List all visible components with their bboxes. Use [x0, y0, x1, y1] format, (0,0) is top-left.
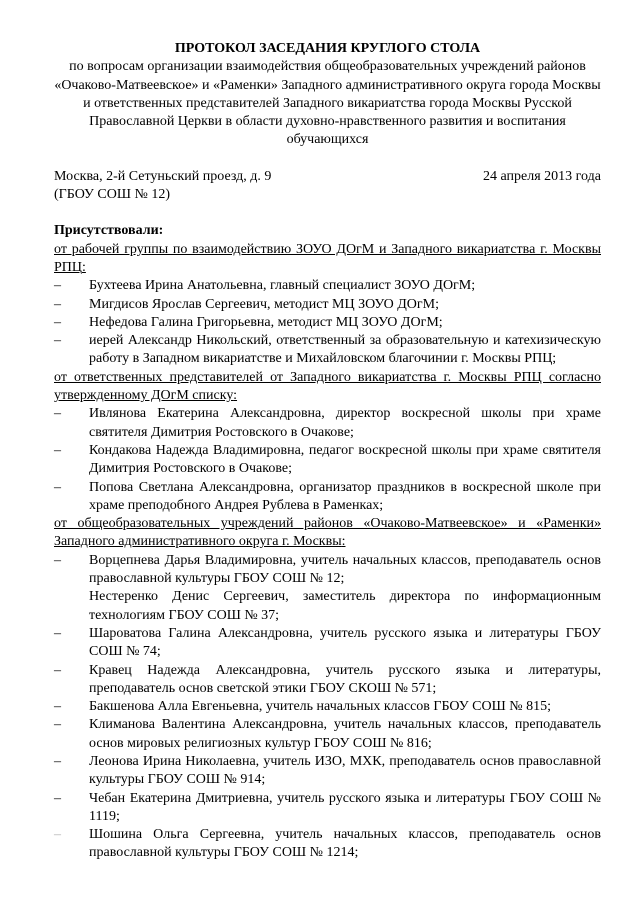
member-list [54, 277, 601, 368]
member-text: Ивлянова Екатерина Александровна, директор воскресной школы при храме святителя Димитрия Ростовского в Очакове; [89, 406, 601, 440]
list-item [54, 332, 601, 369]
list-item [54, 479, 601, 516]
meta-row [54, 168, 601, 186]
list-item [54, 314, 601, 332]
group-label: от рабочей группы по взаимодействию ЗОУО ДОгМ и Западного викариатства г. Москвы РПЦ: [54, 241, 601, 275]
present-heading: Присутствовали: [54, 223, 164, 239]
dash-marker: – [54, 442, 61, 458]
meeting-address: Москва, 2-й Сетуньский проезд, д. 9 [54, 168, 272, 184]
dash-marker: – [54, 827, 61, 843]
meeting-school: (ГБОУ СОШ № 12) [54, 187, 171, 203]
list-item [54, 552, 601, 589]
list-item [54, 442, 601, 479]
member-text: Бухтеева Ирина Анатольевна, главный специалист ЗОУО ДОгМ; [89, 278, 476, 294]
member-list [54, 405, 601, 515]
list-item [54, 698, 601, 716]
list-item [54, 826, 601, 863]
dash-marker: – [54, 314, 61, 330]
list-item [54, 716, 601, 753]
dash-marker: – [54, 296, 61, 312]
dash-marker: – [54, 753, 61, 769]
list-item [54, 296, 601, 314]
dash-marker: – [54, 717, 61, 733]
dash-marker: – [54, 479, 61, 495]
member-text: Кондакова Надежда Владимировна, педагог воскресной школы при храме святителя Димитрия Ростовского в Очакове; [89, 442, 601, 477]
member-text: Нефедова Галина Григорьевна, методист МЦ ЗОУО ДОгМ; [89, 314, 443, 330]
dash-marker: – [54, 662, 61, 678]
member-text: Леонова Ирина Николаевна, учитель ИЗО, МХК, преподаватель основ православной культуры ГБОУ СОШ № 914; [89, 753, 601, 788]
member-text: Кравец Надежда Александровна, учитель русского языка и литературы, преподаватель основ светской этики ГБОУ СКОШ № 571; [89, 662, 601, 696]
dash-marker: – [54, 333, 61, 349]
member-text: Шошина Ольга Сергеевна, учитель начальных классов, преподаватель основ православной культуры ГБОУ СОШ № 1214; [89, 827, 601, 861]
member-text: Чебан Екатерина Дмитриевна, учитель русского языка и литературы ГБОУ СОШ № 1119; [89, 790, 601, 824]
dash-marker: – [54, 278, 61, 294]
dash-marker: – [54, 625, 61, 641]
document-title: ПРОТОКОЛ ЗАСЕДАНИЯ КРУГЛОГО СТОЛА [174, 41, 481, 56]
group-label: от ответственных представителей от Западного викариатства г. Москвы РПЦ согласно утвержденному ДОгМ списку: [54, 369, 601, 404]
document-subtitle: по вопросам организации взаимодействия общеобразовательных учреждений районов «Очаково-Матвеевское» и «Раменки» Западного административного округа города Москвы и ответственных представителей Западного викариатства города Москвы Русской Православной Церкви в области духовно-нравственного развития и воспитания обучающихся [54, 59, 601, 148]
member-text: Мигдисов Ярослав Сергеевич, методист МЦ ЗОУО ДОгМ; [89, 296, 439, 312]
member-list [54, 552, 601, 863]
meeting-date: 24 апреля 2013 года [483, 168, 601, 184]
member-text: Попова Светлана Александровна, организатор праздников в воскресной школе при храме преподобного Андрея Рублева в Раменках; [89, 479, 601, 513]
list-item [54, 625, 601, 662]
dash-marker: – [54, 406, 61, 422]
member-text: Бакшенова Алла Евгеньевна, учитель начальных классов ГБОУ СОШ № 815; [89, 699, 551, 715]
dash-marker: – [54, 552, 61, 568]
list-item [54, 753, 601, 790]
list-item [54, 662, 601, 699]
list-item [54, 277, 601, 295]
list-item [54, 790, 601, 827]
dash-marker: – [54, 699, 61, 715]
list-item [54, 405, 601, 442]
list-item [54, 588, 601, 625]
member-text: Нестеренко Денис Сергеевич, заместитель директора по информационным технологиям ГБОУ СОШ № 37; [89, 589, 601, 623]
dash-marker: – [54, 790, 61, 806]
member-text: Шароватова Галина Александровна, учитель русского языка и литературы ГБОУ СОШ № 74; [89, 625, 601, 660]
member-text: Ворцепнева Дарья Владимировна, учитель начальных классов, преподаватель основ православной культуры ГБОУ СОШ № 12; [89, 552, 601, 587]
member-text: Климанова Валентина Александровна, учитель начальных классов, преподаватель основ мировых религиозных культур ГБОУ СОШ № 816; [89, 717, 601, 751]
member-text: иерей Александр Никольский, ответственный за образовательную и катехизическую работу в Западном викариатстве и Михайловском благочинии г. Москвы РПЦ; [89, 333, 601, 367]
group-label: от общеобразовательных учреждений районов «Очаково-Матвеевское» и «Раменки» Западного административного округа г. Москвы: [54, 516, 601, 550]
